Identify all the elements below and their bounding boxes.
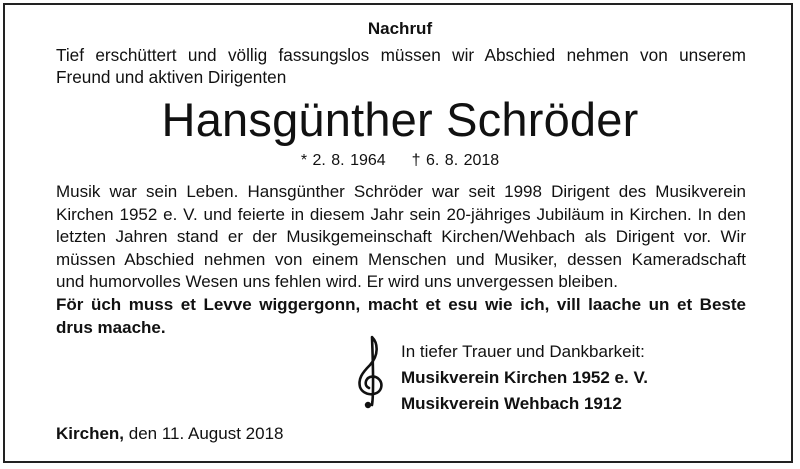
mourning-intro: In tiefer Trauer und Dankbarkeit: (401, 342, 645, 361)
body-line: letzten Jahren stand er der Musikgemeinschaft Kirchen/Wehbach als Dirigent vor. Wir (56, 227, 746, 246)
death-date: † 6. 8. 2018 (411, 152, 500, 169)
mourning-block (401, 339, 648, 417)
body-line: müssen Abschied nehmen von einem Menschen und Musiker, dessen Kameradschaft (56, 249, 746, 269)
deceased-name: Hansgünther Schröder (161, 93, 639, 146)
body-line: Kirchen 1952 e. V. und feierte in diesem Jahr sein 20-jähriges Jubiläum in Kirchen. In den (56, 204, 746, 224)
obituary-heading: Nachruf (367, 19, 433, 38)
dialect-motto (56, 294, 746, 339)
place-date (56, 424, 283, 444)
mourning-org: Musikverein Wehbach 1912 (401, 394, 622, 413)
intro-line: Freund und aktiven Dirigenten (56, 67, 287, 87)
place-town: Kirchen, (56, 424, 125, 443)
motto-line: drus maache. (56, 317, 166, 337)
motto-line: För üch muss et Levve wiggergonn, macht et esu wie ich, vill laache un et Beste (56, 295, 746, 314)
body-line: Musik war sein Leben. Hansgünther Schröder war seit 1998 Dirigent des Musikverein (56, 182, 746, 201)
life-dates (0, 152, 800, 170)
birth-date: * 2. 8. 1964 (300, 152, 386, 169)
intro-line: Tief erschüttert und völlig fassungslos müssen wir Abschied nehmen von unserem (56, 45, 746, 65)
treble-clef-icon (352, 333, 390, 409)
place-date-text: den 11. August 2018 (128, 424, 284, 443)
body-line: und humorvolles Wesen uns fehlen wird. Er wird uns unvergessen bleiben. (56, 272, 618, 291)
obituary-body (56, 181, 746, 294)
intro-text (56, 44, 746, 88)
mourning-org: Musikverein Kirchen 1952 e. V. (401, 368, 648, 387)
